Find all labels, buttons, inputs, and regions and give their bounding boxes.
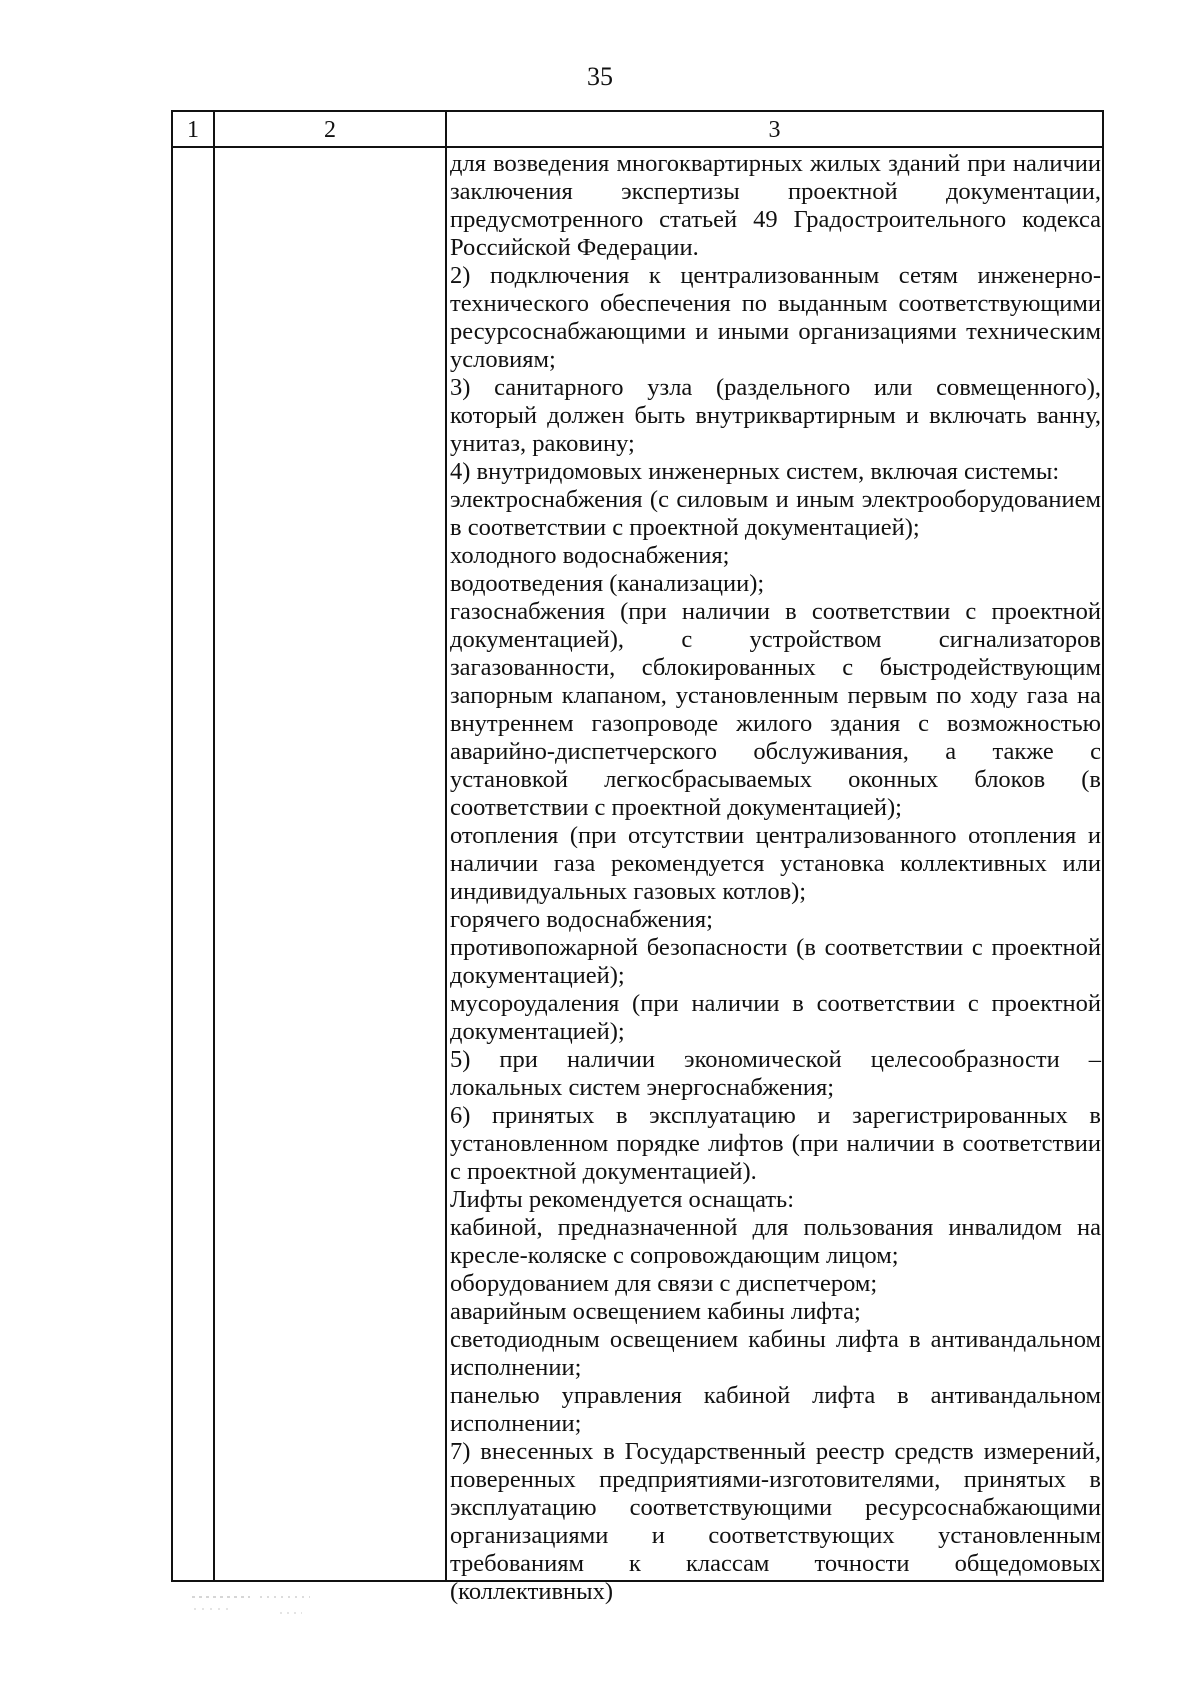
paragraph: 6) принятых в эксплуатацию и зарегистрированных в установленном порядке лифтов (при наличии в соответствии с проектной документацией). [450, 1102, 1101, 1185]
paragraph: мусороудаления (при наличии в соответствии с проектной документацией); [450, 990, 1101, 1045]
column-header-1: 1 [187, 117, 199, 143]
paragraph: оборудованием для связи с диспетчером; [450, 1270, 878, 1297]
paragraph: Лифты рекомендуется оснащать: [450, 1186, 795, 1213]
paragraph: горячего водоснабжения; [450, 906, 713, 933]
column-header-3: 3 [768, 117, 781, 143]
paragraph: противопожарной безопасности (в соответствии с проектной документацией); [450, 934, 1101, 989]
paragraph: аварийным освещением кабины лифта; [450, 1298, 861, 1325]
paragraph: кабиной, предназначенной для пользования инвалидом на кресле-коляске с сопровождающим лицом; [450, 1214, 1101, 1269]
paragraph: панелью управления кабиной лифта в антивандальном исполнении; [450, 1382, 1101, 1437]
paragraph: 4) внутридомовых инженерных систем, включая системы: [450, 458, 1060, 485]
column-divider-2 [445, 112, 447, 1580]
paragraph: холодного водоснабжения; [450, 542, 730, 569]
scan-artifact [190, 1593, 340, 1621]
paragraph: электроснабжения (с силовым и иным электрооборудованием в соответствии с проектной документацией); [450, 486, 1101, 541]
paragraph: 7) внесенных в Государственный реестр средств измерений, поверенных предприятиями-изготовителями, принятых в эксплуатацию соответствующими ресурсоснабжающими организациями и соответствующих установленным требованиям к классам точности общедомовых (коллективных) [450, 1438, 1101, 1605]
paragraph: отопления (при отсутствии централизованного отопления и наличии газа рекомендуется установка коллективных или индивидуальных газовых котлов); [450, 822, 1101, 905]
paragraph: 5) при наличии экономической целесообразности – локальных систем энергоснабжения; [450, 1046, 1101, 1101]
column-3-content [450, 150, 1101, 1606]
page-number: 35 [587, 62, 613, 91]
requirements-table [171, 110, 1104, 1605]
column-divider-1 [213, 112, 215, 1580]
paragraph: для возведения многоквартирных жилых зданий при наличии заключения экспертизы проектной документации, предусмотренного статьей 49 Градостроительного кодекса Российской Федерации. [450, 150, 1101, 261]
paragraph: светодиодным освещением кабины лифта в антивандальном исполнении; [450, 1326, 1101, 1381]
paragraph: 2) подключения к централизованным сетям инженерно-технического обеспечения по выданным соответствующими ресурсоснабжающими и иными организациями техническим условиям; [450, 262, 1101, 373]
paragraph: 3) санитарного узла (раздельного или совмещенного), который должен быть внутриквартирным и включать ванну, унитаз, раковину; [450, 374, 1101, 457]
column-header-2: 2 [324, 117, 336, 143]
paragraph: газоснабжения (при наличии в соответствии с проектной документацией), с устройством сигнализаторов загазованности, сблокированных с быстродействующим запорным клапаном, установленным первым по ходу газа на внутреннем газопроводе жилого здания с возможностью аварийно-диспетчерского обслуживания, а также с установкой легкосбрасываемых оконных блоков (в соответствии с проектной документацией); [450, 598, 1101, 821]
table-header-row [173, 112, 1102, 148]
paragraph: водоотведения (канализации); [450, 570, 765, 597]
